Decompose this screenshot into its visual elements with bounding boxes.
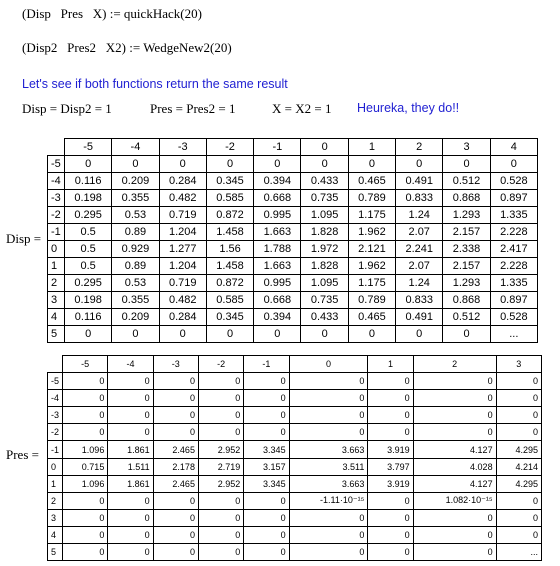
row-index-header: 3 [48, 292, 65, 309]
matrix-cell: 0.116 [65, 309, 112, 326]
matrix-cell: 0 [63, 373, 108, 390]
matrix-cell: 0 [496, 509, 541, 526]
matrix-cell: 0.89 [112, 224, 159, 241]
matrix-row [48, 207, 538, 224]
matrix-cell: 2.465 [153, 441, 198, 458]
matrix-cell: 1.175 [348, 207, 395, 224]
matrix-cell: 0 [159, 326, 206, 343]
matrix-cell: 0 [396, 326, 443, 343]
matrix-cell: 0 [490, 156, 537, 173]
matrix-cell: 1.293 [443, 207, 490, 224]
matrix-cell: 0.5 [65, 241, 112, 258]
matrix-cell: 0.198 [65, 292, 112, 309]
row-index-header: -1 [48, 441, 63, 458]
matrix-cell: 0 [108, 424, 153, 441]
matrix-cell: 0.345 [206, 309, 253, 326]
matrix-cell: 1.293 [443, 275, 490, 292]
disp-equality-check[interactable]: Disp = Disp2 = 1 [22, 101, 112, 116]
matrix-cell: 0 [289, 373, 368, 390]
matrix-cell: 0.491 [396, 173, 443, 190]
matrix-cell: 1.962 [348, 224, 395, 241]
matrix-cell: 4.214 [496, 458, 541, 475]
column-index-header: -1 [244, 356, 289, 373]
column-index-header: 0 [289, 356, 368, 373]
matrix-cell: 0 [368, 407, 413, 424]
matrix-cell: 0 [108, 373, 153, 390]
column-index-header: -2 [206, 139, 253, 156]
matrix-cell: 0.53 [112, 207, 159, 224]
matrix-cell: 2.417 [490, 241, 537, 258]
matrix-cell: 0.491 [396, 309, 443, 326]
matrix-cell: 0 [112, 326, 159, 343]
matrix-cell: 0 [413, 407, 496, 424]
matrix-cell: 1.24 [396, 275, 443, 292]
matrix-cell: 0.89 [112, 258, 159, 275]
matrix-cell: 0 [244, 390, 289, 407]
row-index-header: -3 [48, 407, 63, 424]
row-index-header: -3 [48, 190, 65, 207]
matrix-row [48, 224, 538, 241]
matrix-cell: 2.241 [396, 241, 443, 258]
row-index-header: 2 [48, 492, 63, 509]
matrix-cell: 2.178 [153, 458, 198, 475]
matrix-cell: 1.861 [108, 475, 153, 492]
matrix-row [48, 526, 542, 543]
matrix-cell: -1.11·10⁻¹⁵ [289, 492, 368, 509]
matrix-cell: 0.833 [396, 190, 443, 207]
matrix-cell: 0 [63, 509, 108, 526]
matrix-cell: 0 [348, 326, 395, 343]
matrix-cell: 0.394 [254, 309, 301, 326]
matrix-cell: 0 [63, 544, 108, 561]
matrix-cell: 0.512 [443, 173, 490, 190]
matrix-cell: 0 [198, 407, 243, 424]
matrix-cell: 4.028 [413, 458, 496, 475]
matrix-cell: 0 [63, 407, 108, 424]
row-index-header: -4 [48, 173, 65, 190]
matrix-cell: 0 [112, 156, 159, 173]
row-index-header: -2 [48, 207, 65, 224]
matrix-cell: 0 [153, 373, 198, 390]
matrix-cell: 1.663 [254, 224, 301, 241]
matrix-cell: 0 [244, 544, 289, 561]
matrix-cell: 0.528 [490, 173, 537, 190]
matrix-cell: 3.663 [289, 441, 368, 458]
pres-equality-check[interactable]: Pres = Pres2 = 1 [150, 101, 236, 116]
matrix-cell: 0.789 [348, 292, 395, 309]
matrix-cell: 1.663 [254, 258, 301, 275]
matrix-cell: 0.284 [159, 173, 206, 190]
matrix-cell: 4.127 [413, 475, 496, 492]
column-header-row [48, 139, 538, 156]
matrix-cell: 0.355 [112, 292, 159, 309]
matrix-cell: 1.511 [108, 458, 153, 475]
matrix-cell: 0.5 [65, 224, 112, 241]
matrix-cell: 4.127 [413, 441, 496, 458]
matrix-cell: 0 [108, 544, 153, 561]
matrix-cell: 1.096 [63, 441, 108, 458]
matrix-cell: 0 [159, 156, 206, 173]
matrix-cell: 1.204 [159, 258, 206, 275]
matrix-row [48, 156, 538, 173]
matrix-corner [48, 139, 65, 156]
matrix-cell: 0 [413, 509, 496, 526]
matrix-cell: ... [490, 326, 537, 343]
matrix-row [48, 258, 538, 275]
matrix-cell: 0 [153, 509, 198, 526]
matrix-row [48, 441, 542, 458]
matrix-cell: 0.868 [443, 292, 490, 309]
matrix-cell: 0.528 [490, 309, 537, 326]
matrix-row [48, 173, 538, 190]
matrix-cell: 0.355 [112, 190, 159, 207]
matrix-cell: 0.198 [65, 190, 112, 207]
matrix-cell: 0.482 [159, 190, 206, 207]
x-equality-check[interactable]: X = X2 = 1 [272, 101, 332, 116]
matrix-row [48, 492, 542, 509]
matrix-cell: 1.972 [301, 241, 348, 258]
row-index-header: 3 [48, 509, 63, 526]
disp-result-matrix[interactable] [47, 138, 538, 343]
matrix-cell: 0.209 [112, 309, 159, 326]
matrix-cell: 0 [244, 492, 289, 509]
matrix-cell: 0 [153, 390, 198, 407]
matrix-cell: 0 [289, 509, 368, 526]
matrix-cell: 2.228 [490, 224, 537, 241]
matrix-row [48, 475, 542, 492]
matrix-cell: 1.458 [206, 258, 253, 275]
pres-result-label: Pres = [6, 447, 39, 462]
matrix-cell: 0.995 [254, 275, 301, 292]
matrix-row [48, 424, 542, 441]
matrix-cell: 0 [254, 326, 301, 343]
matrix-cell: 0.482 [159, 292, 206, 309]
matrix-cell: 3.919 [368, 441, 413, 458]
matrix-cell: 0 [368, 390, 413, 407]
matrix-cell: 0 [244, 526, 289, 543]
matrix-cell: 0 [413, 424, 496, 441]
row-index-header: 1 [48, 258, 65, 275]
column-index-header: -5 [65, 139, 112, 156]
matrix-cell: 0.668 [254, 190, 301, 207]
row-index-header: -2 [48, 424, 63, 441]
matrix-cell: 0 [198, 492, 243, 509]
matrix-cell: 2.07 [396, 258, 443, 275]
matrix-cell: ... [496, 544, 541, 561]
column-index-header: 4 [490, 139, 537, 156]
row-index-header: 0 [48, 241, 65, 258]
matrix-cell: 0 [413, 526, 496, 543]
matrix-cell: 0 [496, 407, 541, 424]
matrix-cell: 0 [63, 526, 108, 543]
matrix-cell: 0.872 [206, 207, 253, 224]
matrix-row [48, 275, 538, 292]
matrix-cell: 1.458 [206, 224, 253, 241]
matrix-cell: 0 [496, 492, 541, 509]
matrix-cell: 0 [153, 526, 198, 543]
matrix-row [48, 326, 538, 343]
matrix-cell: 0 [254, 156, 301, 173]
column-index-header: -4 [108, 356, 153, 373]
row-index-header: -5 [48, 373, 63, 390]
matrix-cell: 3.663 [289, 475, 368, 492]
matrix-row [48, 373, 542, 390]
column-index-header: 2 [396, 139, 443, 156]
matrix-cell: 2.228 [490, 258, 537, 275]
matrix-cell: 3.797 [368, 458, 413, 475]
matrix-cell: 0 [198, 424, 243, 441]
matrix-cell: 0.284 [159, 309, 206, 326]
matrix-cell: 2.07 [396, 224, 443, 241]
matrix-cell: 1.335 [490, 275, 537, 292]
matrix-cell: 1.095 [301, 207, 348, 224]
row-index-header: 4 [48, 526, 63, 543]
matrix-cell: 0.394 [254, 173, 301, 190]
matrix-cell: 0 [368, 492, 413, 509]
matrix-cell: 0 [65, 326, 112, 343]
matrix-cell: 0.715 [63, 458, 108, 475]
matrix-cell: 0.209 [112, 173, 159, 190]
matrix-cell: 0 [496, 526, 541, 543]
matrix-cell: 0 [289, 390, 368, 407]
matrix-cell: 4.295 [496, 441, 541, 458]
matrix-cell: 0.433 [301, 173, 348, 190]
matrix-cell: 0 [244, 424, 289, 441]
column-index-header: 1 [348, 139, 395, 156]
matrix-cell: 0 [289, 424, 368, 441]
matrix-cell: 2.157 [443, 258, 490, 275]
matrix-cell: 1.828 [301, 224, 348, 241]
matrix-cell: 2.719 [198, 458, 243, 475]
column-index-header: 1 [368, 356, 413, 373]
matrix-cell: 0 [153, 407, 198, 424]
matrix-cell: 1.962 [348, 258, 395, 275]
column-index-header: -3 [159, 139, 206, 156]
matrix-row [48, 407, 542, 424]
matrix-cell: 0.5 [65, 258, 112, 275]
matrix-cell: 1.096 [63, 475, 108, 492]
matrix-cell: 0 [108, 390, 153, 407]
column-index-header: -2 [198, 356, 243, 373]
matrix-cell: 0 [153, 424, 198, 441]
matrix-cell: 0 [368, 509, 413, 526]
matrix-cell: 0 [289, 544, 368, 561]
matrix-cell: 0 [368, 544, 413, 561]
matrix-cell: 0.295 [65, 207, 112, 224]
matrix-cell: 1.175 [348, 275, 395, 292]
column-index-header: -3 [153, 356, 198, 373]
matrix-cell: 3.345 [244, 441, 289, 458]
matrix-cell: 0 [63, 492, 108, 509]
matrix-cell: 1.56 [206, 241, 253, 258]
matrix-cell: 4.295 [496, 475, 541, 492]
matrix-cell: 0 [198, 509, 243, 526]
matrix-cell: 0 [443, 156, 490, 173]
matrix-cell: 0 [368, 424, 413, 441]
matrix-cell: 0 [63, 424, 108, 441]
matrix-cell: 3.511 [289, 458, 368, 475]
heureka-note[interactable]: Heureka, they do!! [357, 101, 460, 115]
matrix-cell: 3.345 [244, 475, 289, 492]
matrix-cell: 1.828 [301, 258, 348, 275]
matrix-cell: 0 [496, 373, 541, 390]
matrix-cell: 2.121 [348, 241, 395, 258]
column-header-row [48, 356, 542, 373]
matrix-cell: 0 [198, 373, 243, 390]
matrix-cell: 2.952 [198, 475, 243, 492]
matrix-cell: 2.338 [443, 241, 490, 258]
column-index-header: 3 [496, 356, 541, 373]
matrix-cell: 0.868 [443, 190, 490, 207]
row-index-header: 4 [48, 309, 65, 326]
matrix-cell: 0.735 [301, 190, 348, 207]
matrix-cell: 0 [396, 156, 443, 173]
matrix-cell: 1.335 [490, 207, 537, 224]
matrix-cell: 0.872 [206, 275, 253, 292]
matrix-cell: 1.788 [254, 241, 301, 258]
matrix-cell: 0 [368, 526, 413, 543]
matrix-cell: 0 [198, 526, 243, 543]
matrix-cell: 0 [413, 544, 496, 561]
row-index-header: 1 [48, 475, 63, 492]
matrix-cell: 0 [108, 509, 153, 526]
row-index-header: 0 [48, 458, 63, 475]
matrix-cell: 0.668 [254, 292, 301, 309]
matrix-cell: 0 [289, 407, 368, 424]
matrix-cell: 0 [443, 326, 490, 343]
column-index-header: -4 [112, 139, 159, 156]
wedge-assignment[interactable]: (Disp2 Pres2 X2) := WedgeNew2(20) [22, 40, 232, 55]
matrix-cell: 0 [108, 492, 153, 509]
column-index-header: 0 [301, 139, 348, 156]
matrix-corner [48, 356, 63, 373]
matrix-cell: 0.433 [301, 309, 348, 326]
matrix-cell: 0.897 [490, 190, 537, 207]
matrix-cell: 0 [496, 390, 541, 407]
matrix-cell: 0 [301, 326, 348, 343]
matrix-row [48, 390, 542, 407]
matrix-row [48, 309, 538, 326]
matrix-cell: 0.833 [396, 292, 443, 309]
matrix-cell: 0.789 [348, 190, 395, 207]
matrix-cell: 0.465 [348, 309, 395, 326]
matrix-cell: 0 [153, 544, 198, 561]
matrix-cell: 0.53 [112, 275, 159, 292]
comparison-note[interactable]: Let's see if both functions return the same result [22, 77, 288, 91]
matrix-row [48, 544, 542, 561]
matrix-cell: 0.345 [206, 173, 253, 190]
matrix-cell: 0 [413, 373, 496, 390]
column-index-header: -5 [63, 356, 108, 373]
matrix-cell: 0 [368, 373, 413, 390]
matrix-cell: 2.952 [198, 441, 243, 458]
matrix-cell: 0 [348, 156, 395, 173]
quickhack-assignment[interactable]: (Disp Pres X) := quickHack(20) [22, 6, 202, 21]
matrix-cell: 1.277 [159, 241, 206, 258]
matrix-cell: 0.719 [159, 207, 206, 224]
matrix-row [48, 292, 538, 309]
matrix-row [48, 458, 542, 475]
row-index-header: 5 [48, 326, 65, 343]
column-index-header: 2 [413, 356, 496, 373]
matrix-cell: 0.995 [254, 207, 301, 224]
matrix-cell: 0 [108, 526, 153, 543]
matrix-cell: 0.465 [348, 173, 395, 190]
matrix-cell: 0 [63, 390, 108, 407]
matrix-cell: 1.082·10⁻¹⁵ [413, 492, 496, 509]
matrix-cell: 0.512 [443, 309, 490, 326]
matrix-cell: 0 [198, 544, 243, 561]
matrix-cell: 1.204 [159, 224, 206, 241]
matrix-cell: 0.735 [301, 292, 348, 309]
matrix-cell: 3.157 [244, 458, 289, 475]
matrix-cell: 0 [198, 390, 243, 407]
matrix-cell: 0 [65, 156, 112, 173]
matrix-cell: 0 [301, 156, 348, 173]
column-index-header: -1 [254, 139, 301, 156]
matrix-cell: 0 [153, 492, 198, 509]
row-index-header: 2 [48, 275, 65, 292]
matrix-row [48, 241, 538, 258]
row-index-header: -5 [48, 156, 65, 173]
matrix-cell: 0 [496, 424, 541, 441]
row-index-header: -4 [48, 390, 63, 407]
matrix-cell: 0.719 [159, 275, 206, 292]
matrix-cell: 1.861 [108, 441, 153, 458]
matrix-cell: 0 [108, 407, 153, 424]
matrix-cell: 2.157 [443, 224, 490, 241]
matrix-cell: 2.465 [153, 475, 198, 492]
row-index-header: 5 [48, 544, 63, 561]
matrix-cell: 0.116 [65, 173, 112, 190]
matrix-cell: 0 [289, 526, 368, 543]
matrix-cell: 1.24 [396, 207, 443, 224]
matrix-row [48, 190, 538, 207]
pres-result-matrix[interactable] [47, 355, 542, 561]
disp-result-label: Disp = [6, 231, 42, 246]
row-index-header: -1 [48, 224, 65, 241]
column-index-header: 3 [443, 139, 490, 156]
matrix-cell: 3.919 [368, 475, 413, 492]
matrix-cell: 1.095 [301, 275, 348, 292]
matrix-cell: 0 [206, 326, 253, 343]
matrix-cell: 0.585 [206, 190, 253, 207]
matrix-cell: 0 [244, 373, 289, 390]
matrix-cell: 0.585 [206, 292, 253, 309]
matrix-cell: 0 [206, 156, 253, 173]
matrix-cell: 0.897 [490, 292, 537, 309]
matrix-cell: 0.929 [112, 241, 159, 258]
matrix-cell: 0.295 [65, 275, 112, 292]
matrix-cell: 0 [413, 390, 496, 407]
matrix-cell: 0 [244, 509, 289, 526]
matrix-cell: 0 [244, 407, 289, 424]
matrix-row [48, 509, 542, 526]
